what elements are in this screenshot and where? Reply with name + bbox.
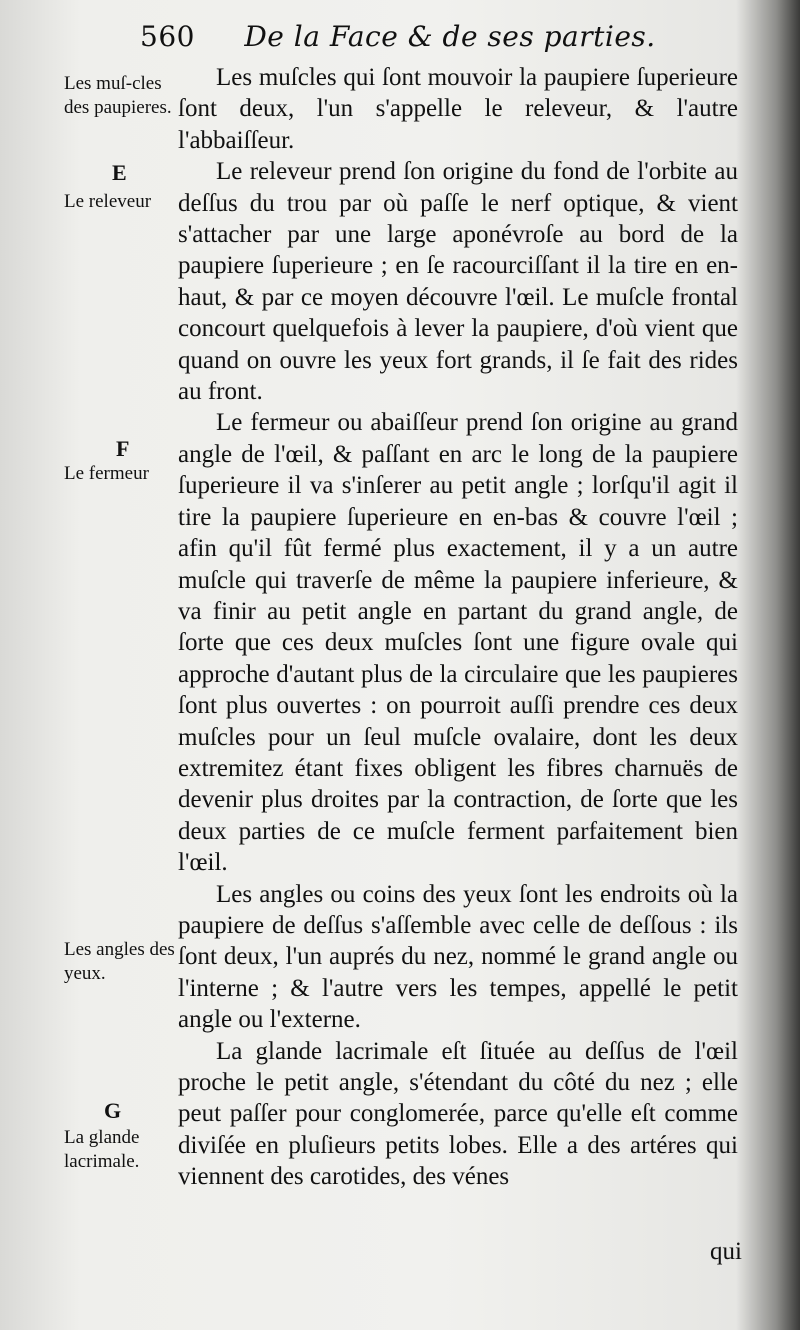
body-text xyxy=(178,62,738,1193)
margin-letter-g: G xyxy=(104,1098,122,1123)
paragraph-glande: La glande lacrimale eſt ſituée au deſſus de l'œil proche le petit angle, s'étendant du côté du nez ; elle peut paſſer pour conglomerée, parce qu'elle eſt comme diviſée en pluſieurs petits lobes. Elle a des artéres qui viennent des carotides, des vénes xyxy=(178,1037,738,1191)
margin-note-releveur: Le releveur xyxy=(64,191,152,212)
page-number: 560 xyxy=(140,20,195,53)
paragraph-angles: Les angles ou coins des yeux ſont les endroits où la paupiere de deſſus s'aſſemble avec celle de deſſous : ils ſont deux, l'un auprés du nez, nommé le grand angle ou l'interne ; & l'autre vers les tempes, appellé le petit angle ou l'externe. xyxy=(178,880,738,1034)
margin-letter-f: F xyxy=(116,436,130,461)
running-head xyxy=(140,20,656,53)
page-title: De la Face & de ses parties. xyxy=(244,20,656,53)
catchword: qui xyxy=(710,1238,742,1265)
paragraph-fermeur: Le fermeur ou abaiſſeur prend ſon origine au grand angle de l'œil, & paſſant en arc le long de la paupiere ſuperieure il va s'inſerer au petit angle ; lorſqu'il agit il tire la paupiere ſuperieure en en-bas & couvre l'œil ; afin qu'il fût fermé plus exactement, il y a un autre muſcle qui traverſe de même la paupiere inferieure, & va finir au petit angle en partant du grand angle, de ſorte que ces deux muſcles ſont une figure ovale qui approche d'autant plus de la circulaire que les paupieres ſont plus ouvertes : on pourroit auſſi prendre ces deux muſcles pour un ſeul muſcle ovalaire, dont les deux extremitez étant fixes obligent les fibres charnuës de devenir plus droites par la contraction, de ſorte que les deux parties de ce muſcle ferment parfaitement bien l'œil. xyxy=(178,409,738,877)
paragraph-muscles: Les muſcles qui ſont mouvoir la paupiere ſuperieure ſont deux, l'un s'appelle le releveur, & l'autre l'abbaiſſeur. xyxy=(178,64,738,154)
margin-note-angles: Les angles des yeux. xyxy=(64,939,175,984)
margin-letter-e: E xyxy=(112,160,127,185)
margin-note-fermeur: Le fermeur xyxy=(64,463,149,484)
margin-note-muscles: Les muſ-cles des paupieres. xyxy=(64,73,172,118)
paragraph-releveur: Le releveur prend ſon origine du fond de l'orbite au deſſus du trou par où paſſe le nerf optique, & vient s'attacher par une large aponévroſe au bord de la paupiere ſuperieure ; en ſe racourciſſant il la tire en en-haut, & par ce moyen découvre l'œil. Le muſcle frontal concourt quelquefois à lever la paupiere, d'où vient que quand on ouvre les yeux fort grands, il ſe fait des rides au front. xyxy=(178,158,738,406)
margin-note-glande: La glande lacrimale. xyxy=(64,1127,140,1172)
